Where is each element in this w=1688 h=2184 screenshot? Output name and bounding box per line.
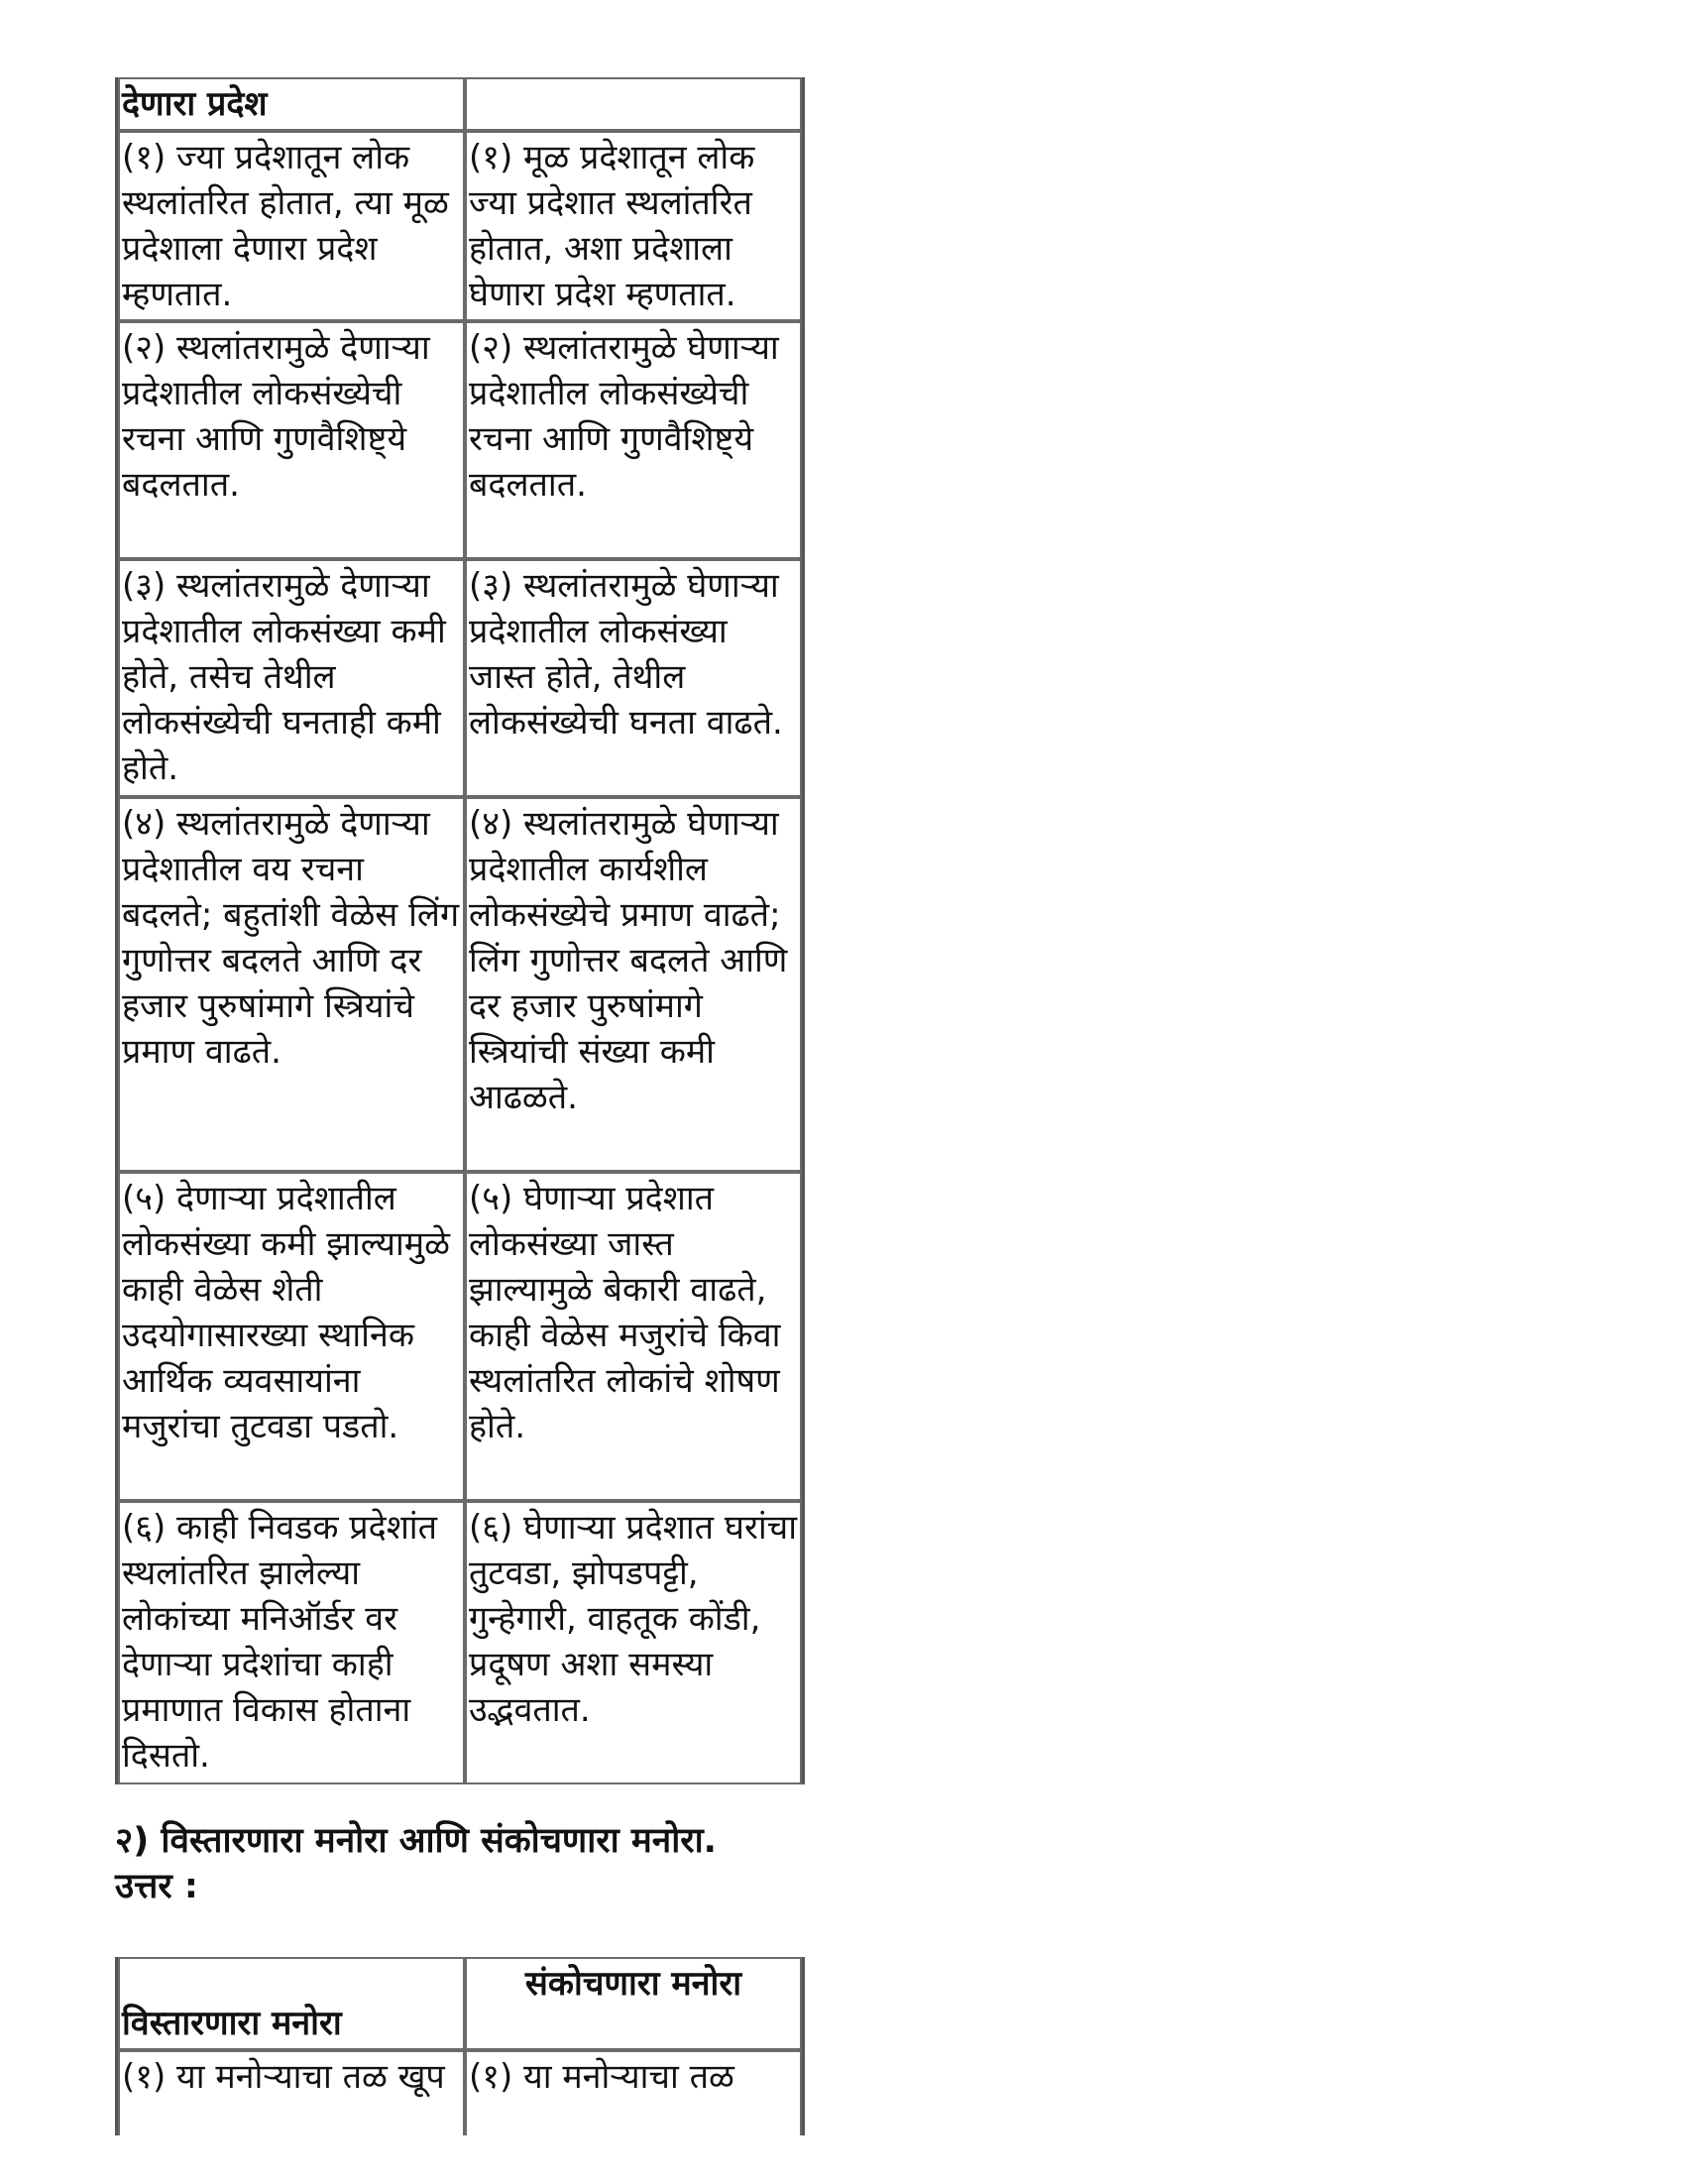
table-cell: (१) मूळ प्रदेशातून लोक ज्या प्रदेशात स्थलांतरित होतात, अशा प्रदेशाला घेणारा प्रदेश म्हणतात. xyxy=(465,131,802,321)
table-row xyxy=(118,797,802,1172)
header-cell-expanding-pyramid: विस्तारणारा मनोरा xyxy=(118,1957,465,2050)
comparison-table-migration xyxy=(115,77,805,1784)
table-header-row xyxy=(118,77,802,131)
table-cell: (५) देणाऱ्या प्रदेशातील लोकसंख्या कमी झाल्यामुळे काही वेळेस शेती उदयोगासारख्या स्थानिक आर्थिक व्यवसायांना मजुरांचा तुटवडा पडतो. xyxy=(118,1172,465,1501)
comparison-table-pyramid xyxy=(115,1957,805,2135)
header-cell-contracting-pyramid: संकोचणारा मनोरा xyxy=(465,1957,802,2050)
table-cell: (१) या मनोऱ्याचा तळ खूप xyxy=(118,2050,465,2135)
document-page xyxy=(115,77,799,2135)
table-cell: (५) घेणाऱ्या प्रदेशात लोकसंख्या जास्त झाल्यामुळे बेकारी वाढते, काही वेळेस मजुरांचे किवा स्थलांतरित लोकांचे शोषण होते. xyxy=(465,1172,802,1501)
table-cell: (६) काही निवडक प्रदेशांत स्थलांतरित झालेल्या लोकांच्या मनिऑर्डर वर देणाऱ्या प्रदेशांचा काही प्रमाणात विकास होताना दिसतो. xyxy=(118,1501,465,1784)
table-cell: (३) स्थलांतरामुळे देणाऱ्या प्रदेशातील लोकसंख्या कमी होते, तसेच तेथील लोकसंख्येची घनताही कमी होते. xyxy=(118,559,465,797)
table-cell: (४) स्थलांतरामुळे देणाऱ्या प्रदेशातील वय रचना बदलते; बहुतांशी वेळेस लिंग गुणोत्तर बदलते आणि दर हजार पुरुषांमागे स्त्रियांचे प्रमाण वाढते. xyxy=(118,797,465,1172)
table-header-row xyxy=(118,1957,802,2050)
header-cell-receiving-region xyxy=(465,77,802,131)
table-row xyxy=(118,2050,802,2135)
table-cell: (६) घेणाऱ्या प्रदेशात घरांचा तुटवडा, झोपडपट्टी, गुन्हेगारी, वाहतूक कोंडी, प्रदूषण अशा समस्या उद्भवतात. xyxy=(465,1501,802,1784)
table-row xyxy=(118,131,802,321)
table-row xyxy=(118,321,802,559)
answer-label: उत्तर : xyxy=(115,1867,198,1906)
table-row xyxy=(118,1172,802,1501)
question-heading: २) विस्तारणारा मनोरा आणि संकोचणारा मनोरा. xyxy=(115,1821,717,1861)
table-cell: (२) स्थलांतरामुळे घेणाऱ्या प्रदेशातील लोकसंख्येची रचना आणि गुणवैशिष्ट्ये बदलतात. xyxy=(465,321,802,559)
table-cell: (४) स्थलांतरामुळे घेणाऱ्या प्रदेशातील कार्यशील लोकसंख्येचे प्रमाण वाढते; लिंग गुणोत्तर बदलते आणि दर हजार पुरुषांमागे स्त्रियांची संख्या कमी आढळते. xyxy=(465,797,802,1172)
table-cell: (१) या मनोऱ्याचा तळ xyxy=(465,2050,802,2135)
table-cell: (१) ज्या प्रदेशातून लोक स्थलांतरित होतात, त्या मूळ प्रदेशाला देणारा प्रदेश म्हणतात. xyxy=(118,131,465,321)
header-cell-giving-region: देणारा प्रदेश xyxy=(118,77,465,131)
table-row xyxy=(118,559,802,797)
table-cell: (३) स्थलांतरामुळे घेणाऱ्या प्रदेशातील लोकसंख्या जास्त होते, तेथील लोकसंख्येची घनता वाढते. xyxy=(465,559,802,797)
table-cell: (२) स्थलांतरामुळे देणाऱ्या प्रदेशातील लोकसंख्येची रचना आणि गुणवैशिष्ट्ये बदलतात. xyxy=(118,321,465,559)
table-row xyxy=(118,1501,802,1784)
